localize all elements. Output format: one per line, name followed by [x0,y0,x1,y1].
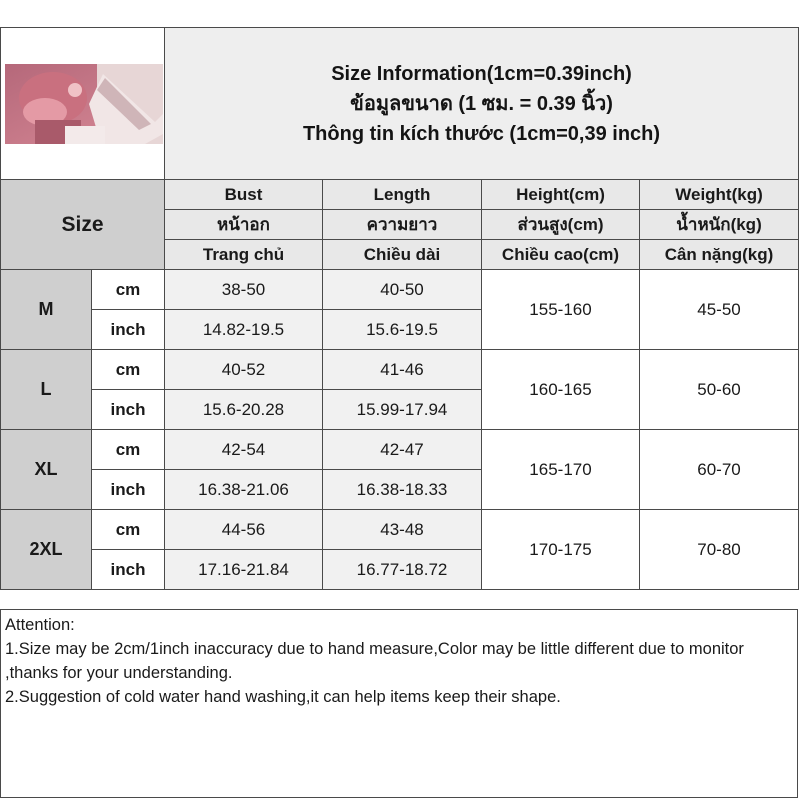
bust-cm-m: 38-50 [165,270,323,310]
table-row-xl-cm [1,430,799,470]
unit-inch-l: inch [92,390,165,430]
weight-m: 45-50 [640,270,799,350]
height-l: 160-165 [482,350,640,430]
product-photo-image [5,64,163,144]
header-length-th: ความยาว [323,210,482,240]
unit-inch-2xl: inch [92,550,165,590]
unit-inch-m: inch [92,310,165,350]
header-bust-vi: Trang chủ [165,240,323,270]
size-label-l: L [1,350,92,430]
header-length-vi: Chiều dài [323,240,482,270]
size-chart-table [0,27,799,590]
length-inch-xl: 16.38-18.33 [323,470,482,510]
height-m: 155-160 [482,270,640,350]
length-cm-xl: 42-47 [323,430,482,470]
title-thai: ข้อมูลขนาด (1 ซม. = 0.39 นิ้ว) [350,92,613,115]
title-english: Size Information(1cm=0.39inch) [331,62,632,85]
header-weight-en: Weight(kg) [640,180,799,210]
header-weight-vi: Cân nặng(kg) [640,240,799,270]
length-inch-2xl: 16.77-18.72 [323,550,482,590]
header-weight-th: น้ำหนัก(kg) [640,210,799,240]
size-label-xl: XL [1,430,92,510]
bust-inch-m: 14.82-19.5 [165,310,323,350]
bust-cm-l: 40-52 [165,350,323,390]
title-vietnamese: Thông tin kích thước (1cm=0,39 inch) [302,122,661,145]
unit-cm-m: cm [92,270,165,310]
unit-cm-l: cm [92,350,165,390]
bust-cm-xl: 42-54 [165,430,323,470]
table-row-l-cm [1,350,799,390]
bust-inch-2xl: 17.16-21.84 [165,550,323,590]
unit-inch-xl: inch [92,470,165,510]
bust-cm-2xl: 44-56 [165,510,323,550]
height-xl: 165-170 [482,430,640,510]
length-inch-l: 15.99-17.94 [323,390,482,430]
attention-note-2: 2.Suggestion of cold water hand washing,it can help items keep their shape. [5,688,561,706]
header-height-vi: Chiều cao(cm) [482,240,640,270]
weight-l: 50-60 [640,350,799,430]
attention-note-1: 1.Size may be 2cm/1inch inaccuracy due to hand measure,Color may be little different due to monitor ,thanks for your understanding. [5,640,744,682]
attention-heading: Attention: [5,616,75,634]
unit-cm-2xl: cm [92,510,165,550]
weight-2xl: 70-80 [640,510,799,590]
size-column-header: Size [1,180,165,270]
table-row-2xl-cm [1,510,799,550]
header-bust-en: Bust [165,180,323,210]
size-label-m: M [1,270,92,350]
size-label-2xl: 2XL [1,510,92,590]
unit-cm-xl: cm [92,430,165,470]
header-length-en: Length [323,180,482,210]
header-height-en: Height(cm) [482,180,640,210]
header-height-th: ส่วนสูง(cm) [482,210,640,240]
table-row-m-cm [1,270,799,310]
weight-xl: 60-70 [640,430,799,510]
length-cm-l: 41-46 [323,350,482,390]
length-inch-m: 15.6-19.5 [323,310,482,350]
title-block [165,28,799,180]
length-cm-2xl: 43-48 [323,510,482,550]
length-cm-m: 40-50 [323,270,482,310]
bust-inch-l: 15.6-20.28 [165,390,323,430]
height-2xl: 170-175 [482,510,640,590]
bust-inch-xl: 16.38-21.06 [165,470,323,510]
attention-notes [0,609,798,798]
product-photo [5,64,163,144]
product-photo-cell [1,28,165,180]
header-bust-th: หน้าอก [165,210,323,240]
